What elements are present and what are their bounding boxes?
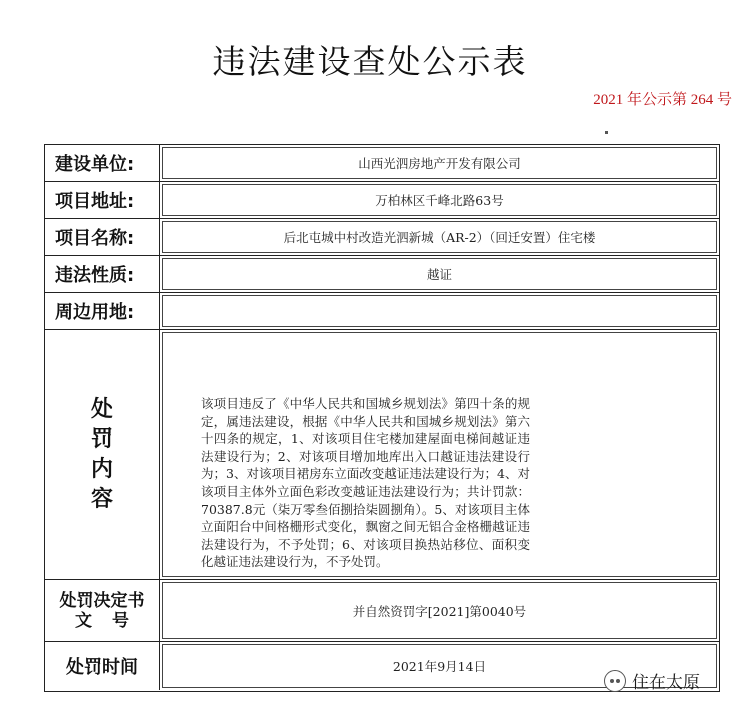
wechat-icon [604, 670, 626, 692]
row-violation-type [45, 256, 719, 293]
label-char: 处 [90, 396, 113, 422]
label-line1: 处罚决定书 [59, 590, 145, 611]
value-developer [160, 145, 719, 181]
penalty-paragraph: 该项目违反了《中华人民共和国城乡规划法》第四十条的规定，属违法建设，根据《中华人民共和国城乡规划法》第六十四条的规定，1、对该项目住宅楼加建屋面电梯间越证违法建设行为；2、对该项目增加地库出入口越证违法建设行为；3、对该项目裙房东立面改变越证违法建设行为；4、对该项目主体外立面色彩改变越证违法建设行为；共计罚款：70387.8元（柒万零叁佰捌拾柒圆捌角）。5、对该项目主体立面阳台中间格栅形式变化，飘窗之间无铝合金格栅越证违法建设行为，不予处罚；6、对该项目换热站移位、面积变化越证违法建设行为，不予处罚。 [201, 396, 530, 570]
value-frame [162, 295, 717, 327]
row-surroundings [45, 293, 719, 330]
row-decision-doc [45, 580, 719, 642]
label-violation-type: 违法性质: [45, 256, 160, 292]
label-char: 内 [90, 456, 113, 482]
value-project-name [160, 219, 719, 255]
watermark-text: 住在太原 [632, 673, 700, 693]
project-name: 后北屯城中村改造光泗新城（AR-2）（回迁安置）住宅楼 [283, 230, 596, 245]
value-address [160, 182, 719, 218]
penalty-date: 2021年9月14日 [392, 659, 487, 674]
notice-number: 2021 年公示第 264 号 [593, 92, 732, 108]
label-penalty-date: 处罚时间 [45, 642, 160, 690]
watermark [604, 668, 700, 693]
label-developer: 建设单位: [45, 145, 160, 181]
label-project-name: 项目名称: [45, 219, 160, 255]
label-char: 容 [90, 486, 113, 512]
label-surroundings: 周边用地: [45, 293, 160, 329]
label-address: 项目地址: [45, 182, 160, 218]
value-violation-type [160, 256, 719, 292]
disclosure-table [44, 144, 720, 692]
penalty-content-text [175, 395, 530, 571]
label-decision-doc [45, 580, 160, 641]
page-title: 违法建设查处公示表 [212, 42, 528, 81]
violation-type: 越证 [426, 267, 452, 282]
label-penalty-content [45, 330, 160, 579]
row-developer [45, 145, 719, 182]
label-char: 罚 [90, 426, 113, 452]
developer-name: 山西光泗房地产开发有限公司 [358, 156, 521, 171]
value-surroundings [160, 293, 719, 329]
value-decision-doc [160, 580, 719, 641]
label-line2: 文号 [75, 610, 149, 631]
project-address: 万柏林区千峰北路63号 [375, 193, 504, 208]
decision-number: 并自然资罚字[2021]第0040号 [352, 603, 527, 619]
row-project-name [45, 219, 719, 256]
row-address [45, 182, 719, 219]
scan-mark [605, 131, 608, 134]
